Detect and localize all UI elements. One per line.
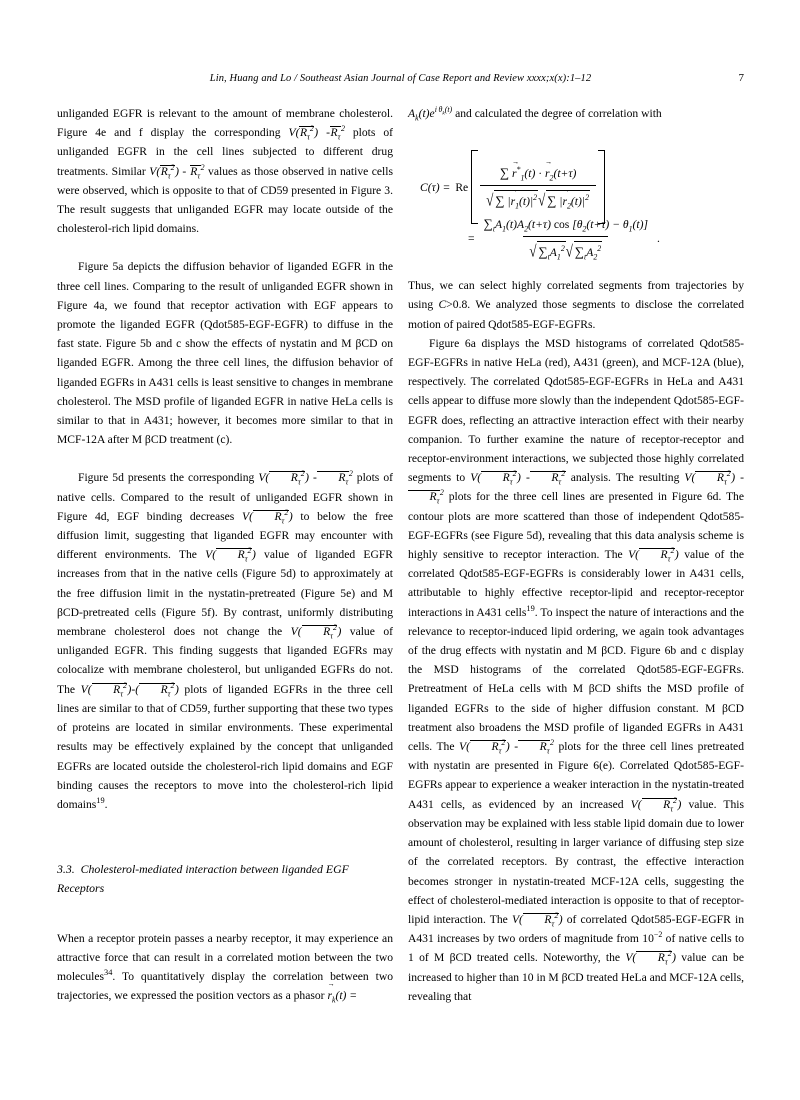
rp2-text-7: value. This observation may be explained with less stable lipid domain due to lower amount of cholesterol, resulting in larger variance of diffusing step size of the correlated receptors. By contrast, the effective interaction becomes stronger in nystatin-treated MCF-12A cells, suggesting the effect of cholesterol-mediated interaction is opposite to that of receptor-lipid interaction. The [408, 797, 744, 926]
equation-line-2 [468, 214, 660, 262]
citation-34: 34 [104, 968, 113, 978]
rp2-text-9: of native cells to 1 of M βCD treated cells. Noteworthy, the [408, 932, 745, 965]
math-v-rtau2-g: V( $R_\tau^2$) [80, 680, 132, 698]
math-phasor-rk: $r \to_k(t)$ = [327, 989, 357, 1002]
p3-text-6: plots of liganded EGFRs in the three cell lines are similar to that of CD59, further supporting that these two types of proteins are located in similar environments. These experimental results may be effectively explained by the concept that unliganded EGFRs are located outside the cholesterol-rich lipid domains and EGF binding causes the receptors to move into the cholesterol-rich lipid domains [57, 682, 393, 811]
p3-text-2: plots of native cells. Compared to the result of unliganded EGFR shown in Figure 4d, EGF binding decreases [57, 471, 393, 523]
math-rtau2-r4: - $R_\tau^2$ [514, 738, 554, 756]
rp2-text-6: plots for the three cell lines pretreated with nystatin are presented in Figure 6(e). Correlated Qdot585-EGF-EGFRs appear to experience a weaker interaction in the nystatin-treated A431 cells, as evidenced by an increased [408, 740, 744, 811]
rp2-text-5: . To inspect the nature of interactions and the relevance to receptor-induced lipid ordering, we again took advantages of the drug effects with nystatin and M βCD. Figure 6b and c display the MSD histograms of the correlated Qdot585-EGF-EGFRs. Pretreatment of HeLa cells with M βCD shifts the MSD profile of liganded EGFRs to the side of higher diffusion constant. M βCD treatment also broadens the MSD profile of liganded EGFRs in A431 cells. The [408, 605, 744, 754]
running-head-title: Lin, Huang and Lo / Southeast Asian Journal of Case Report and Review xxxx;x(x):1–12 [209, 73, 592, 84]
math-rtau2-c: - $R_\tau^2$ [313, 469, 353, 487]
rp2-text-4: value of the correlated Qdot585-EGF-EGFRs is considerably lower in A431 cells, attributable to highly effective receptor-lipid and receptor-receptor interactions in A431 cells [408, 548, 745, 619]
math-c-threshold: C [438, 298, 447, 312]
equation-equals-sign: = [468, 231, 475, 245]
equation-fraction-2 [478, 214, 654, 262]
equation-correlation [408, 136, 744, 262]
math-v-rtau2-r6: V( $R_\tau^2$) [511, 911, 563, 929]
bracket-right-icon [598, 150, 605, 224]
p3-text-1: Figure 5d presents the corresponding [78, 471, 259, 485]
citation-19-right: 19 [526, 603, 535, 613]
p3-text-4: value of liganded EGFR increases from that in the native cells (Figure 5d) to approximately at the free diffusion limit in the nystatin-pretreated (Figure 5e) and M βCD-pretreated cells (Figure 5f). By contrast, uniformly distributing membrane cholesterol does not change the [57, 548, 393, 639]
exponent-minus-two: −2 [653, 930, 663, 940]
p1-text-1: unliganded EGFR is relevant to the amount of membrane cholesterol. Figure 4e and f display the corresponding [57, 107, 393, 140]
math-v-rtau2-a: $V(R_\tau^2)$ [288, 124, 319, 142]
fraction-denominator-1: √ ∑ $|r \to_1(t)|^2$ √ ∑ $|r \to_2(t)|^2$ [480, 185, 596, 211]
bracket-left-icon [471, 150, 478, 224]
p3-text-3: to below the free diffusion limit, suggesting that liganded EGFR may encounter with different environments. The [57, 509, 394, 562]
math-v-rtau2-r7: V( $R_\tau^2$) [625, 949, 677, 967]
math-v-rtau2-r2: V( $R_\tau^2$) [684, 469, 736, 487]
equation-period: . [657, 231, 660, 245]
rp2-text-10: value can be increased to higher than 10 in M βCD treated HeLa and MCF-12A cells, revealing that [408, 951, 744, 1003]
heading-gap [57, 899, 393, 929]
right-intro-line [408, 104, 744, 123]
fraction-numerator-1: ∑ $r \to^*_1(t) \cdot r \to_2(t+\tau)$ [494, 163, 583, 185]
rp2-text-1: Figure 6a displays the MSD histograms of correlated Qdot585-EGF-EGFRs in native HeLa (red), A431 (green), and MCF-12A (blue), respectively. The correlated Qdot585-EGF-EGFRs in HeLa and A431 cells appear to diffuse more slowly than the independent Qdot585-EGF-EGFR does, reflecting an attractive interaction effect with their nearby companion. To further examine the nature of receptor-receptor and receptor-environment interactions, we subjected those highly correlated segments to [408, 336, 744, 485]
right-intro-text: and calculated the degree of correlation with [452, 107, 662, 120]
page-number: 7 [738, 72, 744, 84]
math-v-rtau2-r5: V( $R_\tau^2$) [630, 795, 682, 813]
rp1-text-2: >0.8. We analyzed those segments to disclose the correlated motion of paired Qdot585-EGF-EGFRs. [408, 298, 744, 331]
math-v-rtau2-r3: V( $R_\tau^2$) [628, 546, 679, 564]
math-v-rtau2-c: V( $R_\tau^2$) [258, 469, 310, 487]
section-heading [57, 860, 393, 898]
paragraph-2: Figure 5a depicts the diffusion behavior of liganded EGFR in the three cell lines. Comparing to the result of unliganded EGFR shown in Figure 4a, we found that receptor activation with EGF appears to promote the liganded EGFR (Qdot585-EGF-EGFR) to diffuse in the fast state. Figure 5b and c show the effects of nystatin and M βCD on liganded EGFR. Among the three cell lines, the diffusion behavior of liganded EGFRs in A431 cells is least sensitive to changes in membrane cholesterol. The MSD profile of liganded EGFR in native HeLa cells is similar to that in A431; however, it becomes more similar to that in MCF-12A after M βCD treatment (c). [57, 260, 393, 447]
math-rtau2-r1: - $R_\tau^2$ [525, 469, 566, 487]
p1-text-3: values as those observed in native cells were observed, which is opposite to that of CD59 presented in Figure 3. The result suggests that unliganded EGFR may locate outside of the cholesterol-rich lipid domains. [57, 164, 393, 236]
section-number: 3.3. [57, 862, 75, 877]
p3-text-5: value of unliganded EGFR. This finding suggests that liganded EGFRs may colocalize with membrane cholesterol, but unliganded EGFRs do not. The [57, 625, 393, 696]
paragraph-gap-2 [57, 449, 393, 468]
right-paragraph-1 [408, 276, 744, 334]
math-rtau2-a: $-R_\tau^2$ [326, 124, 345, 142]
equation-lhs: C(τ) = [420, 180, 451, 194]
left-column [57, 104, 393, 1005]
math-rtau2-r2: $R_\tau^2$ [408, 490, 444, 503]
math-v-rtau2-e: V( $R_\tau^2$) [205, 546, 256, 564]
math-v-rtau2-b: $V(R_\tau^2)$ [149, 162, 179, 180]
rp2-text-8: of correlated Qdot585-EGF-EGFR in A431 increases by two orders of magnitude from 10 [408, 912, 744, 946]
fraction-denominator-2: √ $\sum_tA_1^2$ √ $\sum_tA_2^2$ [523, 236, 608, 262]
math-amplitude-phasor: $A_k(t)e^{i \theta_k(t)}$ [408, 105, 453, 123]
equation-fraction-1 [480, 163, 596, 211]
p4-text-1: When a receptor protein passes a nearby receptor, it may experience an attractive force that can result in a correlated motion between the two molecules [57, 931, 393, 983]
math-rtau2-b: $R_\tau^2$ [190, 162, 205, 180]
p4-text-2: . To quantitatively display the correlation between two trajectories, we expressed the position vectors as a phasor [57, 969, 393, 1003]
equation-line-1 [420, 150, 605, 224]
paragraph-4 [57, 929, 393, 1006]
rp1-text-1: Thus, we can select highly correlated segments from trajectories by using [408, 279, 744, 312]
right-column [408, 104, 744, 1006]
running-head [57, 72, 744, 88]
math-v-rtau2-r4: V( $R_\tau^2$) [459, 738, 510, 756]
math-rtau2-g: ( $R_\tau^2$) [135, 680, 179, 698]
p1-text-2: plots of unliganded EGFR in the cell lines subjected to different drug treatments. Similar [57, 126, 393, 178]
re-operator: Re [455, 180, 469, 194]
p3-text-7: . [104, 797, 108, 811]
rp2-text-3: plots for the three cell lines are presented in Figure 6d. The contour plots are more scattered than those of independent Qdot585-EGF-EGFRs (see Figure 5d), revealing that this data analysis scheme is highly sensitive to receptor interaction. The [408, 490, 744, 562]
section-gap [57, 814, 393, 860]
math-v-rtau2-d: V( $R_\tau^2$) [242, 508, 293, 526]
rp2-text-2: analysis. The resulting [565, 471, 685, 485]
paragraph-1: unliganded EGFR is relevant to the amount of membrane cholesterol. Figure 4e and f display the corresponding $V(R_\tau^2)$ $-R_\tau^2$ plots of unliganded EGFR in the cell lines subjected to different drug treatments. Similar $V(R_\tau^2) - R_\tau^2$ values as those observed in native cells were observed, which is opposite to that of CD59 presented in Figure 3. The result suggests that unliganded EGFR may locate outside of the cholesterol-rich lipid domains. [57, 107, 393, 236]
fraction-numerator-2: $\sum_tA_1(t)A_2(t+\tau)$ $\cos [\theta_2(t+\tau) - \theta_1(t)]$ [483, 216, 648, 234]
math-v-rtau2-f: V( $R_\tau^2$) [290, 623, 342, 641]
paragraph-gap-1 [57, 238, 393, 257]
math-v-rtau2-r1: V( $R_\tau^2$) [470, 469, 521, 487]
section-title-text: Cholesterol-mediated interaction between liganded EGF Receptors [57, 862, 349, 896]
citation-19-left: 19 [96, 796, 105, 806]
paragraph-3: Figure 5d presents the corresponding V( $R_\tau^2) - R_\tau^2$ plots of native cells. Compared to the result of unliganded EGFR shown in Figure 4d, EGF binding decreases V( $R_\tau^2$) to below the free diffusion limit, suggesting that liganded EGFR may encounter with different environments. The V( $R_\tau^2$) value of liganded EGFR increases from that in the native cells (Figure 5d) to approximately at the free diffusion limit in the nystatin-pretreated (Figure 5e) and M βCD-pretreated cells (Figure 5f). By contrast, uniformly distributing membrane cholesterol does not change the V( $R_\tau^2$) value of unliganded EGFR. This finding suggests that liganded EGFRs may colocalize with membrane cholesterol, but unliganded EGFRs do not. The V( $R_\tau^2)-$( $R_\tau^2$) plots of liganded EGFRs in the three cell lines are similar to that of CD59, further supporting that these two types of proteins are located in similar environments. These experimental results may be effectively explained by the concept that unliganded EGFRs are located outside the cholesterol-rich lipid domains and EGF binding causes the receptors to move into the cholesterol-rich lipid domains$^{19}$. [57, 469, 394, 811]
right-paragraph-2: Figure 6a displays the MSD histograms of correlated Qdot585-EGF-EGFRs in native HeLa (red), A431 (green), and MCF-12A (blue), respectively. The correlated Qdot585-EGF-EGFRs in HeLa and A431 cells appear to diffuse more slowly than the independent Qdot585-EGF-EGFR does, reflecting an attractive interaction effect with their nearby companion. To further examine the nature of receptor-receptor and receptor-environment interactions, we subjected those highly correlated segments to V( $R_\tau^2) - R_\tau^2$ analysis. The resulting V( $R_\tau^2) - R_\tau^2$ plots for the three cell lines are presented in Figure 6d. The contour plots are more scattered than those of independent Qdot585-EGF-EGFRs (see Figure 5d), revealing that this data analysis scheme is highly sensitive to receptor interaction. The V( $R_\tau^2$) value of the correlated Qdot585-EGF-EGFRs is considerably lower in A431 cells, attributable to highly effective receptor-lipid and receptor-receptor interactions in A431 cells$^{19}$. To inspect the nature of interactions and the relevance to receptor-induced lipid ordering, we again took advantages of the drug effects with nystatin and M βCD. Figure 6b and c display the MSD histograms of the correlated Qdot585-EGF-EGFRs. Pretreatment of HeLa cells with M βCD shifts the MSD profile of liganded EGFRs to the side of higher diffusion constant. M βCD treatment also broadens the MSD profile of liganded EGFRs in A431 cells. The V( $R_\tau^2) - R_\tau^2$ plots for the three cell lines pretreated with nystatin are presented in Figure 6(e). Correlated Qdot585-EGF-EGFRs appear to experience a weaker interaction in the nystatin-treated A431 cells, as evidenced by an increased V( $R_\tau^2$) value. This observation may be explained with less stable lipid domain due to lower amount of cholesterol, resulting in larger variance of diffusing step size of the correlated receptors. By contrast, the effective interaction becomes stronger in nystatin-treated MCF-12A cells, suggesting the effect of cholesterol-mediated interaction is opposite to that of receptor-lipid interaction. The V( $R_\tau^2$) of correlated Qdot585-EGF-EGFR in A431 increases by two orders of magnitude from $10^{-2}$ of native cells to 1 of M βCD treated cells. Noteworthy, the V( $R_\tau^2$) value can be increased to higher than 10 in M βCD treated HeLa and MCF-12A cells, revealing that [408, 336, 745, 1003]
